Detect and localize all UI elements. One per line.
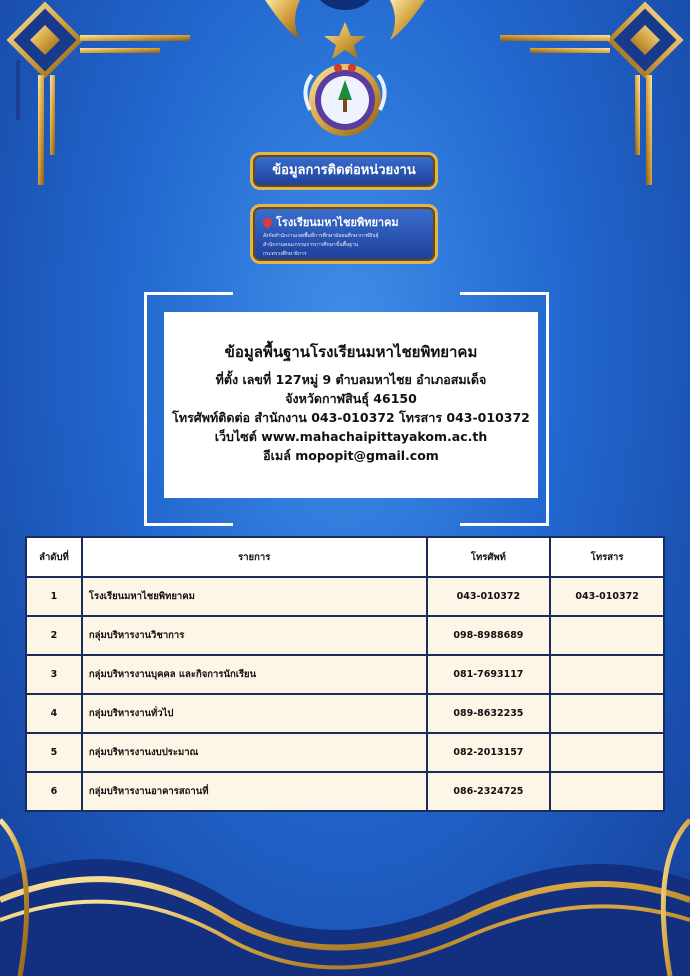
row-name: โรงเรียนมหาไชยพิทยาคม (82, 577, 427, 616)
header-item: รายการ (82, 537, 427, 577)
row-phone: 089-8632235 (427, 694, 551, 733)
table-header-row (26, 537, 664, 577)
school-name-badge (250, 204, 438, 264)
table-row (26, 772, 664, 811)
school-info-card (164, 312, 538, 498)
row-name: กลุ่มบริหารงานวิชาการ (82, 616, 427, 655)
row-fax (550, 733, 664, 772)
row-name: กลุ่มบริหารงานอาคารสถานที่ (82, 772, 427, 811)
info-title: ข้อมูลพื้นฐานโรงเรียนมหาไชยพิทยาคม (224, 343, 478, 361)
table-row (26, 616, 664, 655)
row-no: 6 (26, 772, 82, 811)
header-fax: โทรสาร (550, 537, 664, 577)
section-title-badge (250, 152, 438, 190)
corner-ornament-top-left (10, 5, 190, 185)
contact-table (25, 536, 665, 812)
row-fax (550, 616, 664, 655)
row-fax (550, 655, 664, 694)
row-fax: 043-010372 (550, 577, 664, 616)
header-phone: โทรศัพท์ (427, 537, 551, 577)
row-no: 2 (26, 616, 82, 655)
school-affiliation-1: สังกัดสำนักงานเขตพื้นที่การศึกษามัธยมศึกษากาฬสินธุ์ (263, 233, 379, 239)
row-no: 3 (26, 655, 82, 694)
school-affiliation-3: กระทรวงศึกษาธิการ (263, 251, 307, 257)
row-phone: 086-2324725 (427, 772, 551, 811)
row-name: กลุ่มบริหารงานบุคคล และกิจการนักเรียน (82, 655, 427, 694)
row-no: 5 (26, 733, 82, 772)
location-pin-icon (261, 216, 274, 229)
info-address-2: จังหวัดกาฬสินธุ์ 46150 (285, 391, 417, 406)
row-phone: 081-7693117 (427, 655, 551, 694)
header-no: ลำดับที่ (26, 537, 82, 577)
row-fax (550, 694, 664, 733)
table-row (26, 577, 664, 616)
table-row (26, 655, 664, 694)
school-emblem (305, 22, 384, 136)
row-phone: 082-2013157 (427, 733, 551, 772)
section-title: ข้อมูลการติดต่อหน่วยงาน (272, 163, 416, 178)
row-no: 1 (26, 577, 82, 616)
row-name: กลุ่มบริหารงานงบประมาณ (82, 733, 427, 772)
info-address-1: ที่ตั้ง เลขที่ 127หมู่ 9 ตำบลมหาไชย อำเภอสมเด็จ (215, 372, 487, 387)
info-email[interactable]: อีเมล์ mopopit@gmail.com (263, 448, 439, 463)
row-phone: 098-8988689 (427, 616, 551, 655)
bottom-wave-ornament (0, 820, 690, 976)
corner-ornament-top-right (500, 5, 680, 185)
school-name: โรงเรียนมหาไชยพิทยาคม (276, 216, 399, 229)
info-phone: โทรศัพท์ติดต่อ สำนักงาน 043-010372 โทรสาร 043-010372 (172, 410, 530, 425)
school-affiliation-2: สำนักงานคณะกรรมการการศึกษาขั้นพื้นฐาน (263, 242, 359, 248)
table-row (26, 733, 664, 772)
table-row (26, 694, 664, 733)
row-fax (550, 772, 664, 811)
row-name: กลุ่มบริหารงานทั่วไป (82, 694, 427, 733)
row-phone: 043-010372 (427, 577, 551, 616)
info-website[interactable]: เว็บไซต์ www.mahachaipittayakom.ac.th (214, 429, 488, 444)
row-no: 4 (26, 694, 82, 733)
